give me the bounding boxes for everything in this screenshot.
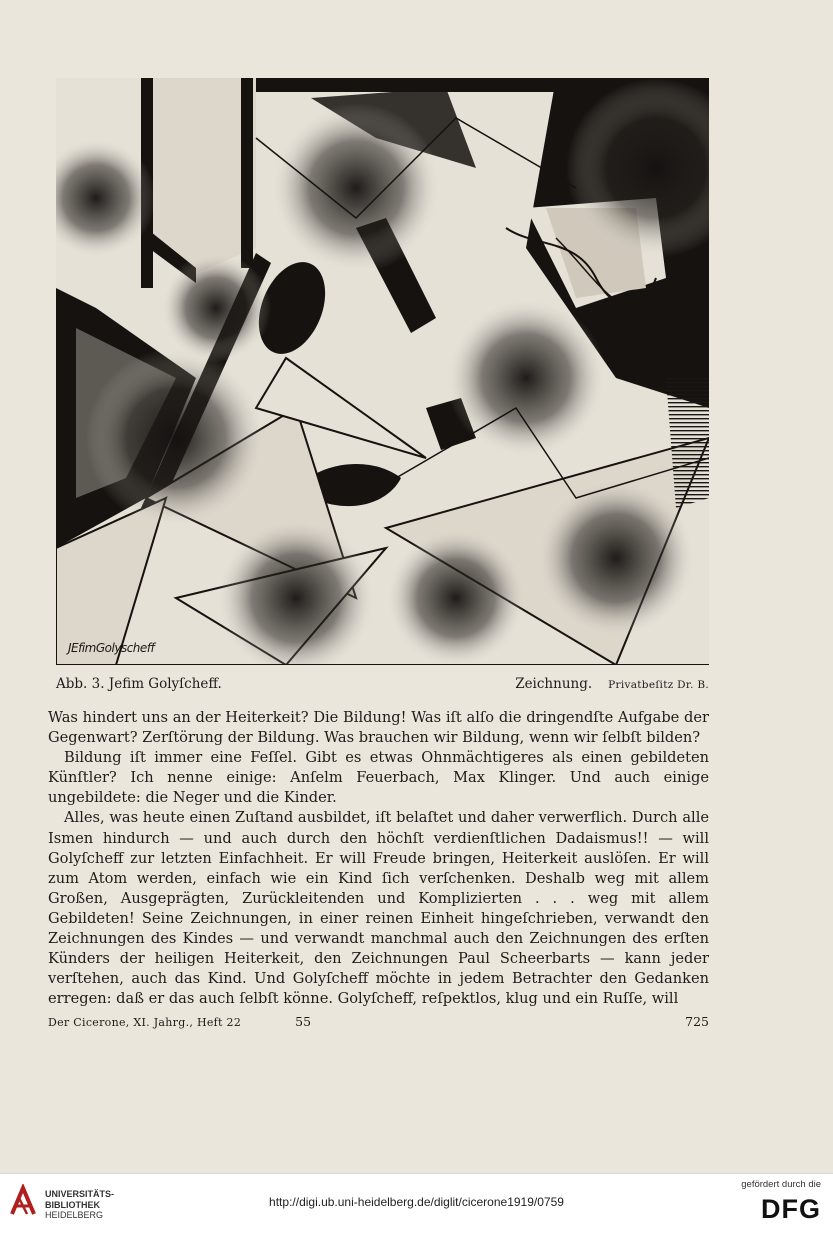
paragraph: Bildung iſt immer eine Feſſel. Gibt es etwas Ohnmächtigeres als einen gebildeten Künſtler? Ich nenne einige: Anſelm Feuerbach, Max Klinger. Und auch einige ungebildete: die Neger und die Kinder. [48, 749, 709, 807]
article-text [48, 708, 709, 1009]
figure-caption [56, 676, 709, 692]
caption-medium: Zeichnung. [515, 676, 593, 692]
caption-provenance: Privatbeſitz Dr. B. [608, 679, 709, 691]
page-footer [48, 1014, 709, 1029]
page-url-link[interactable]: http://digi.ub.uni-heidelberg.de/diglit/cicerone1919/0759 [269, 1195, 564, 1209]
journal-citation: Der Cicerone, XI. Jahrg., Heft 22 [48, 1016, 242, 1029]
paragraph: Was hindert uns an der Heiterkeit? Die Bildung! Was iſt alſo die dringendſte Aufgabe der Gegenwart? Zerſtörung der Bildung. Was brauchen wir Bildung, wenn wir ſelbſt bilden? [48, 709, 709, 747]
issue-number: 55 [295, 1014, 312, 1029]
dfg-logo[interactable]: DFG [761, 1194, 821, 1224]
abstract-drawing [56, 78, 709, 665]
viewer-footer-bar [0, 1173, 833, 1234]
funding-note: gefördert durch die [741, 1179, 821, 1190]
caption-label: Abb. 3. Jefim Golyſcheff. [56, 676, 222, 692]
library-name: UNIVERSITÄTS- BIBLIOTHEK HEIDELBERG [45, 1189, 115, 1220]
artist-signature: JEfimGolyscheff [68, 641, 155, 655]
paragraph: Alles, was heute einen Zuſtand ausbildet, iſt belaſtet und daher verwerflich. Durch alle Ismen hindurch — und auch durch den höchſt verdienſtlichen Dadaismus!! — will Golyſcheff zur letzten Einfachheit. Er will Freude bringen, Heiterkeit auslöſen. Er will zum Atom werden, einfach wie ein Kind ſich verſchenken. Deshalb weg mit allem Großen, Ausgeprägten, Zurückleitenden und Komplizierten . . . weg mit allem Gebildeten! Seine Zeichnungen, in einer reinen Einheit hingeſchrieben, verwandt den Zeichnungen des Kindes — und verwandt manchmal auch den Zeichnungen des erſten Künders der heiligen Heiterkeit, den Zeichnungen Paul Scheerbarts — kann jeder verſtehen, auch das Kind. Und Golyſcheff möchte in jedem Betrachter den Gedanken erregen: daß er das auch ſelbſt könne. Golyſcheff, reſpektlos, klug und ein Ruſſe, will [48, 809, 709, 1008]
page-number: 725 [685, 1014, 709, 1029]
